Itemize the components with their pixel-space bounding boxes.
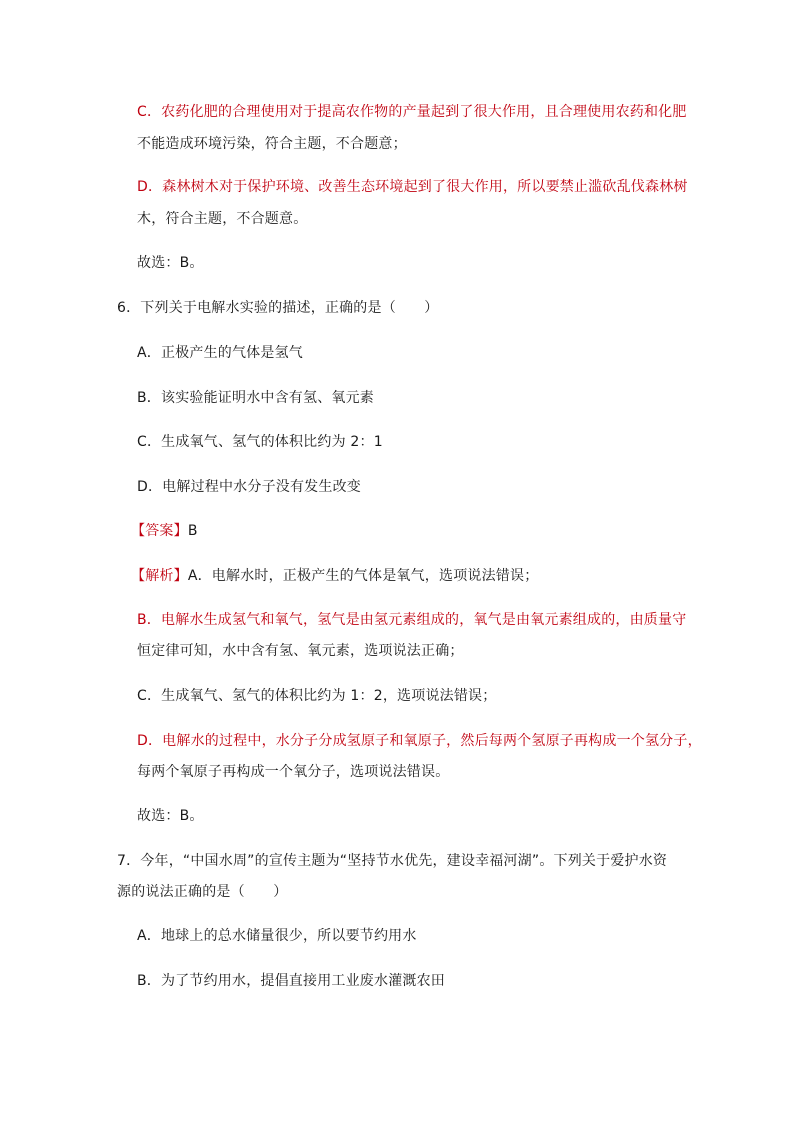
answer-tag: 【答案】	[131, 523, 188, 539]
q6-option-d: D．电解过程中水分子没有发生改变	[137, 479, 361, 495]
q6-option-b: B．该实验能证明水中含有氢、氧元素	[137, 390, 375, 406]
q7-option-a: A．地球上的总水储量很少，所以要节约用水	[137, 928, 417, 944]
q6-analysis-d-line2: 每两个氧原子再构成一个氧分子，选项说法错误。	[137, 764, 450, 780]
q6-analysis-a	[131, 566, 538, 586]
q6-stem: 6．下列关于电解水实验的描述，正确的是（ ）	[117, 300, 439, 316]
q6-answer	[131, 521, 198, 541]
q7-option-b: B．为了节约用水，提倡直接用工业废水灌溉农田	[137, 973, 446, 989]
q6-option-a: A．正极产生的气体是氢气	[137, 345, 303, 361]
analysis-tag: 【解析】	[131, 568, 188, 584]
q5-analysis-d-line2: 木，符合主题，不合题意。	[137, 211, 308, 227]
q5-final-answer: 故选：B。	[137, 255, 204, 271]
q6-analysis-c: C．生成氧气、氢气的体积比约为 1：2，选项说法错误；	[137, 688, 497, 704]
analysis-a-text: A．电解水时，正极产生的气体是氧气，选项说法错误；	[187, 568, 539, 584]
q7-stem-line2: 源的说法正确的是（ ）	[117, 884, 288, 900]
q5-analysis-d-line1: D．森林树木对于保护环境、改善生态环境起到了很大作用，所以要禁止滥砍乱伐森林树	[137, 179, 688, 195]
q6-analysis-d-line1: D．电解水的过程中，水分子分成氢原子和氧原子，然后每两个氢原子再构成一个氢分子，	[137, 733, 702, 749]
q6-analysis-b-line1: B．电解水生成氢气和氧气，氢气是由氢元素组成的，氧气是由氧元素组成的，由质量守	[137, 612, 687, 628]
q7-stem-line1: 7．今年，“中国水周”的宣传主题为“坚持节水优先，建设幸福河湖”。下列关于爱护水资	[117, 853, 668, 869]
q6-option-c: C．生成氧气、氢气的体积比约为 2：1	[137, 434, 383, 450]
q6-analysis-b-line2: 恒定律可知，水中含有氢、氧元素，选项说法正确；	[137, 643, 464, 659]
answer-value: B	[187, 523, 198, 539]
q5-analysis-c-line2: 不能造成环境污染，符合主题，不合题意；	[137, 136, 407, 152]
q5-analysis-c-line1: C．农药化肥的合理使用对于提高农作物的产量起到了很大作用，且合理使用农药和化肥	[137, 104, 687, 120]
q6-final-answer: 故选：B。	[137, 808, 204, 824]
